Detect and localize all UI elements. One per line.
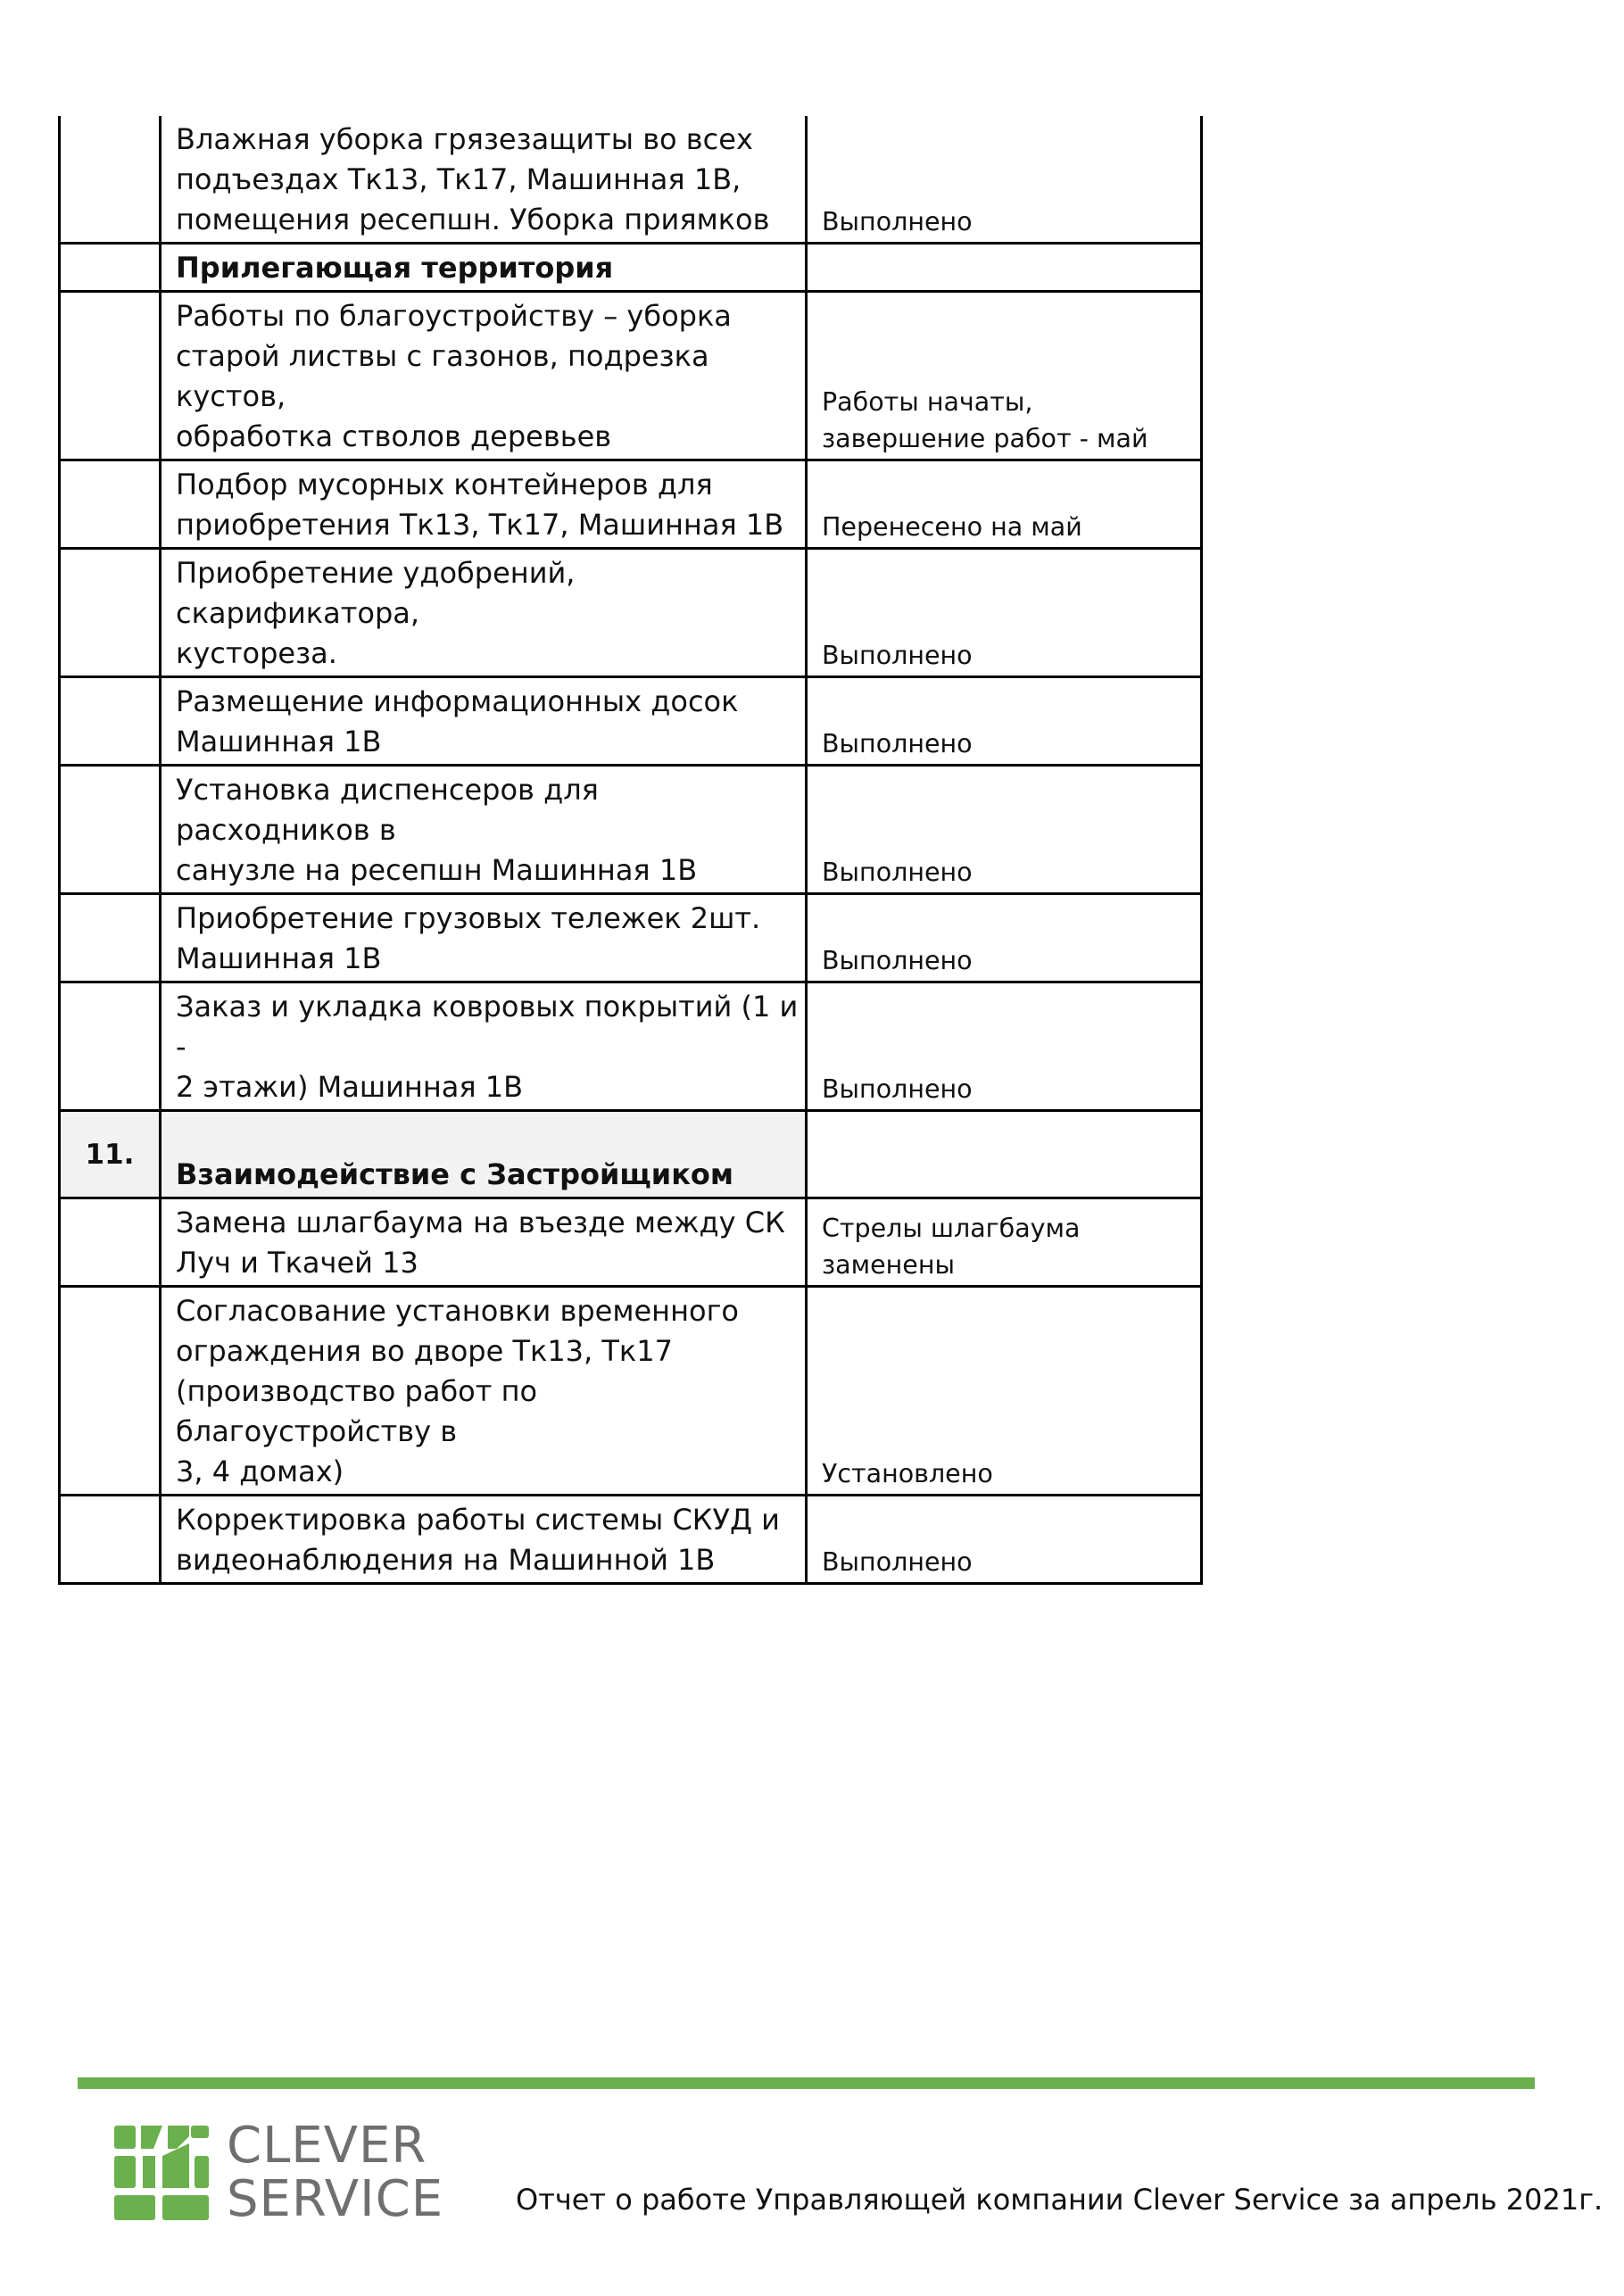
row-number [60,460,161,549]
task-status [807,244,1202,292]
section-title: Взаимодействие с Застройщиком [161,1111,807,1198]
table-row [60,766,1202,894]
row-number [60,116,161,244]
task-status: Работы начаты, завершение работ - май [807,292,1202,460]
row-number [60,894,161,982]
table-row [60,982,1202,1111]
row-number [60,766,161,894]
task-description: Влажная уборка грязезащиты во всех подъездах Тк13, Тк17, Машинная 1В, помещения ресепшн. Уборка приямков [161,116,807,244]
task-description: Размещение информационных досок Машинная 1В [161,677,807,766]
task-status: Выполнено [807,677,1202,766]
row-number [60,677,161,766]
task-description: Корректировка работы системы СКУД и видеонаблюдения на Машинной 1В [161,1496,807,1584]
task-status: Выполнено [807,116,1202,244]
table-row [60,460,1202,549]
task-status: Установлено [807,1287,1202,1496]
task-description: Установка диспенсеров для расходников в санузле на ресепшн Машинная 1В [161,766,807,894]
task-description: Замена шлагбаума на въезде между СК Луч и Ткачей 13 [161,1198,807,1287]
table-row [60,894,1202,982]
task-description: Приобретение удобрений, скарификатора, кустореза. [161,549,807,677]
row-number [60,982,161,1111]
row-number [60,549,161,677]
row-number [60,1496,161,1584]
task-description: Работы по благоустройству – уборка старой листвы с газонов, подрезка кустов, обработка стволов деревьев [161,292,807,460]
table-row [60,549,1202,677]
row-number [60,244,161,292]
table-row [60,292,1202,460]
row-number [60,1287,161,1496]
logo-text-service: SERVICE [227,2170,444,2228]
task-description: Заказ и укладка ковровых покрытий (1 и - 2 этажи) Машинная 1В [161,982,807,1111]
task-status: Выполнено [807,894,1202,982]
table-row [60,1287,1202,1496]
footer-divider [78,2077,1535,2089]
task-status: Выполнено [807,766,1202,894]
task-status: Выполнено [807,549,1202,677]
row-number [60,1198,161,1287]
task-description: Согласование установки временного ограждения во дворе Тк13, Тк17 (производство работ по благоустройству в 3, 4 домах) [161,1287,807,1496]
report-table [58,116,1203,1585]
task-status: Стрелы шлагбаума заменены [807,1198,1202,1287]
task-description: Приобретение грузовых тележек 2шт. Машинная 1В [161,894,807,982]
section-number: 11. [60,1111,161,1198]
tree-logo-icon [112,2124,211,2222]
table-row [60,1198,1202,1287]
logo-text-clever: CLEVER [227,2117,427,2175]
task-description: Подбор мусорных контейнеров для приобретения Тк13, Тк17, Машинная 1В [161,460,807,549]
row-number [60,292,161,460]
section-row [60,1111,1202,1198]
task-status: Выполнено [807,982,1202,1111]
task-status: Перенесено на май [807,460,1202,549]
table-row [60,677,1202,766]
footer-caption: Отчет о работе Управляющей компании Clever Service за апрель 2021г. [516,2183,1603,2217]
subsection-row [60,244,1202,292]
subsection-title: Прилегающая территория [161,244,807,292]
table-row [60,116,1202,244]
table-row [60,1496,1202,1584]
task-status [807,1111,1202,1198]
task-status: Выполнено [807,1496,1202,1584]
